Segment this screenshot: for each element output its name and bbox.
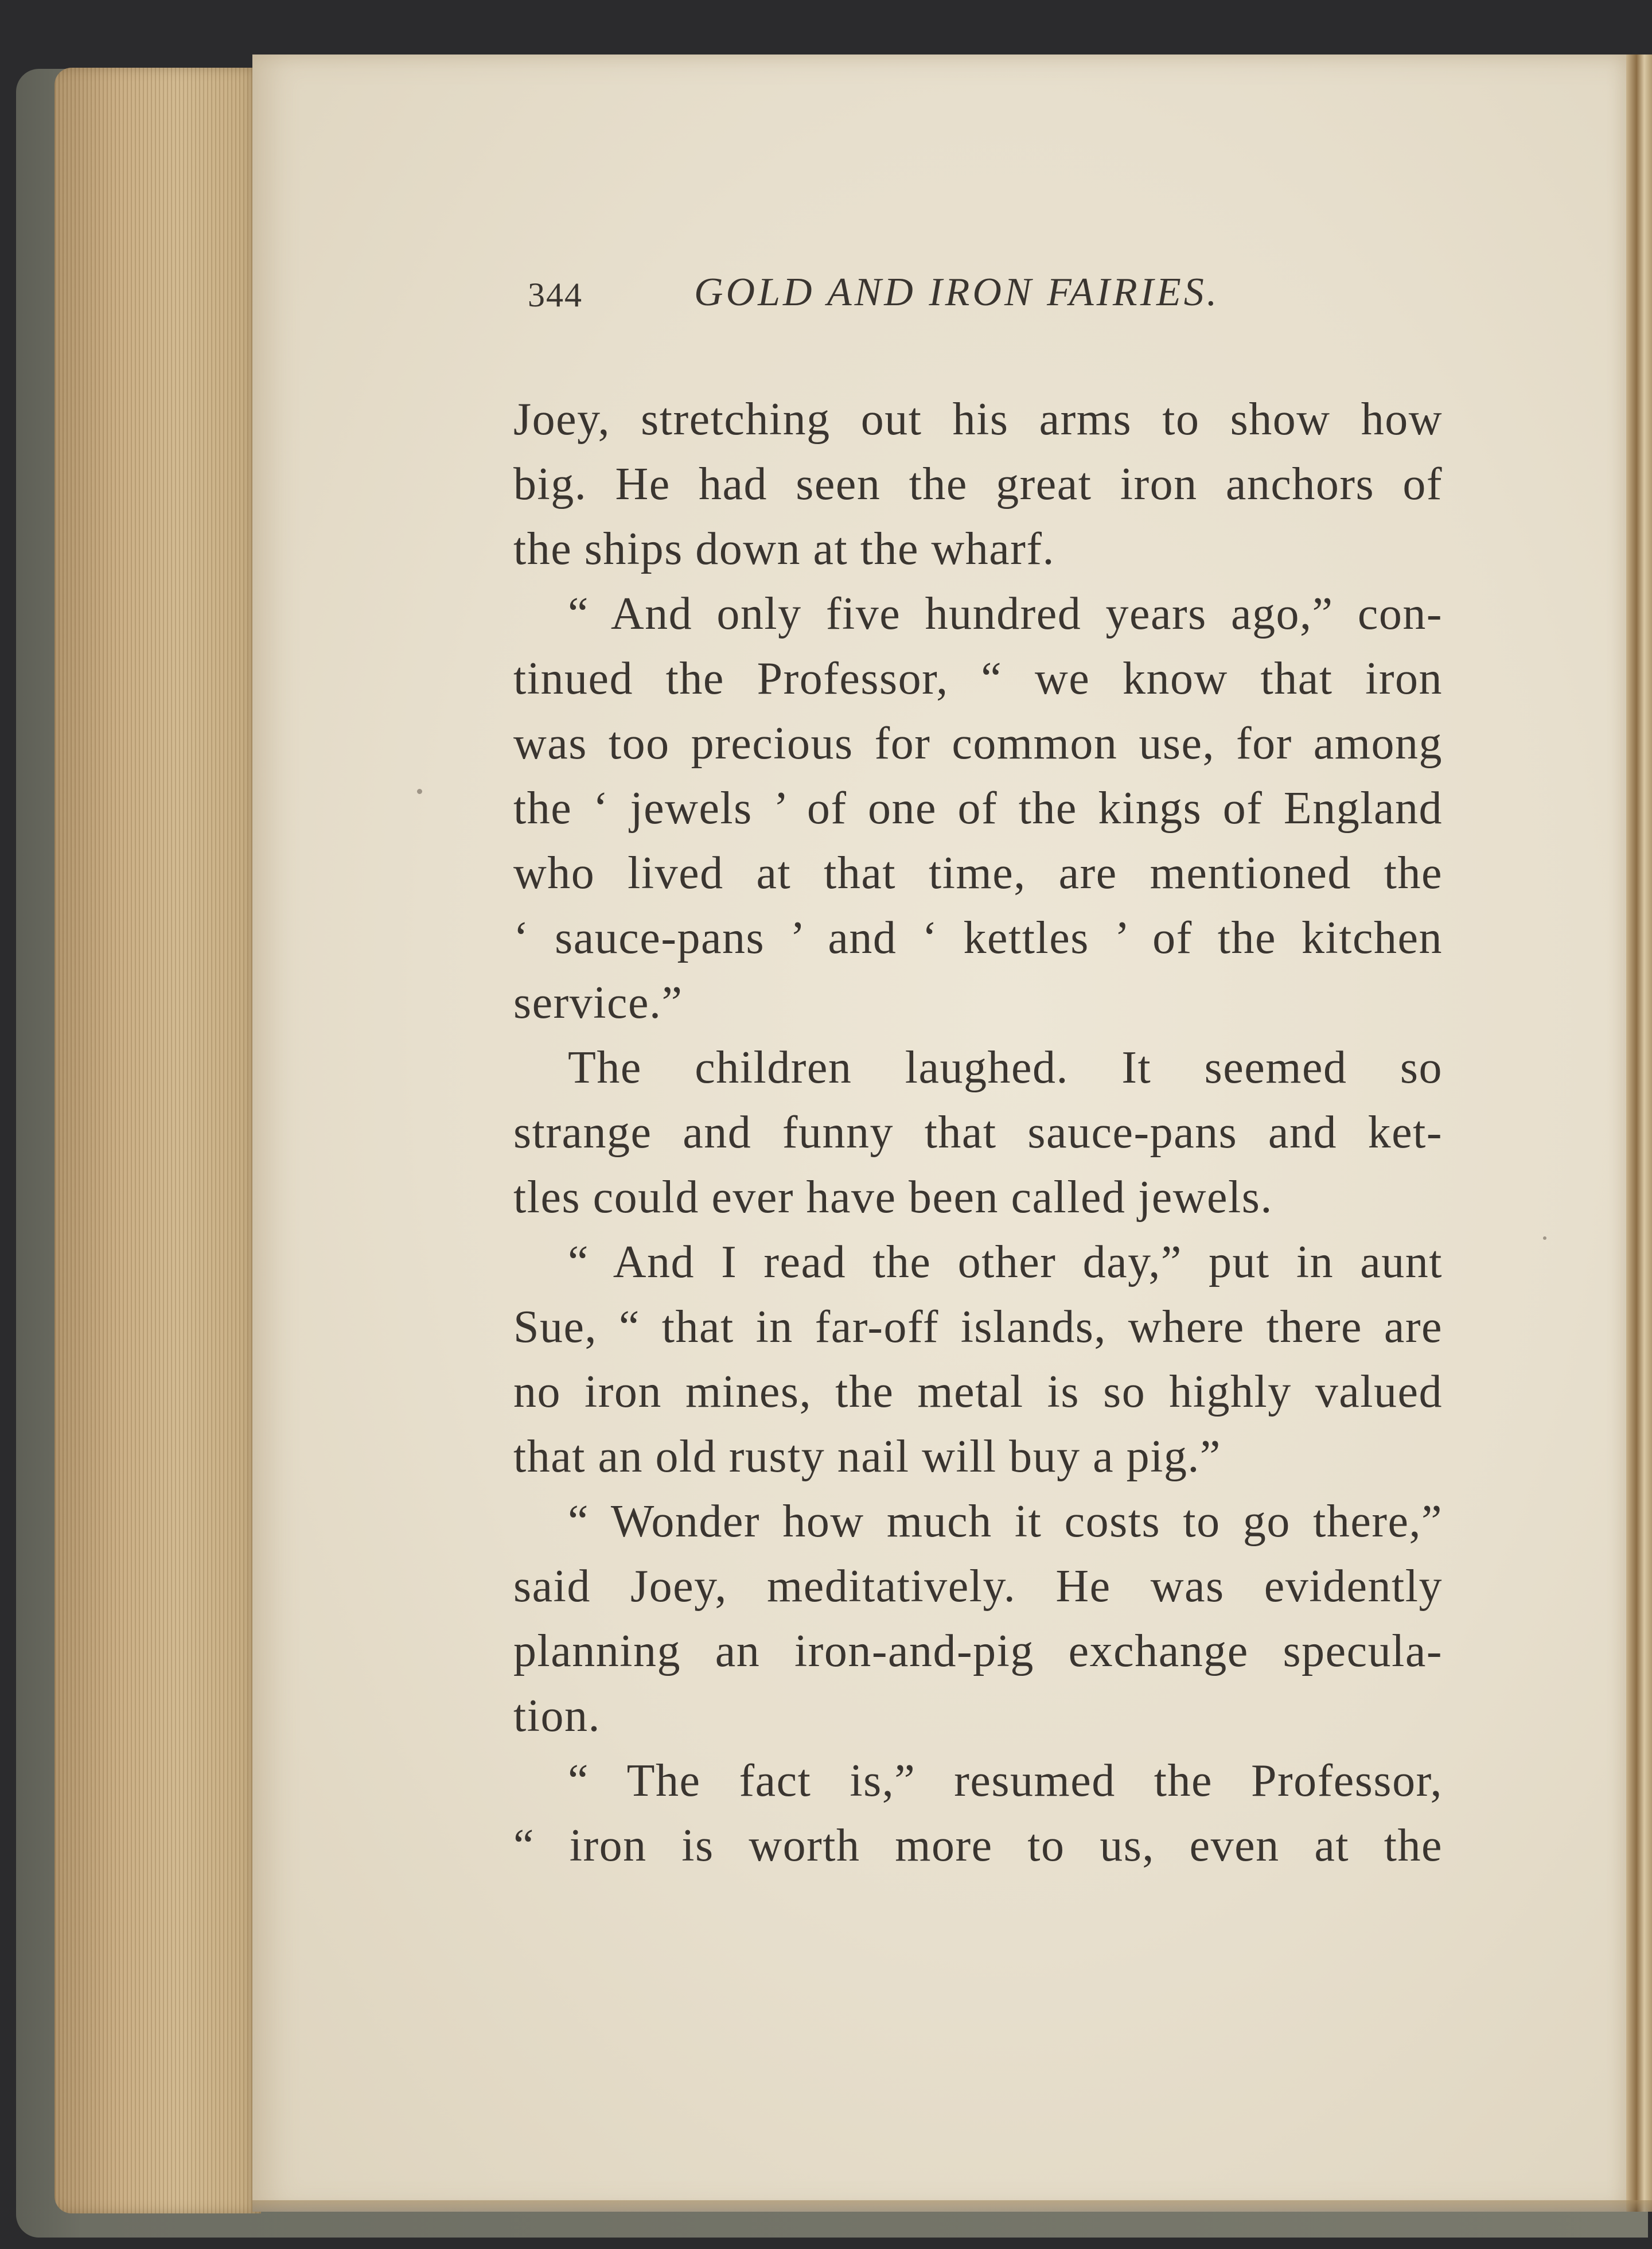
running-head [513, 258, 1299, 327]
text-line: Joey, stretching out his arms to show how [513, 394, 1443, 445]
text-line: said Joey, meditatively. He was evidently [513, 1561, 1443, 1612]
text-line: Sue, “ that in far-off islands, where there are [513, 1302, 1443, 1352]
page-number: 344 [528, 276, 583, 314]
text-line: strange and funny that sauce-pans and ket- [513, 1107, 1443, 1158]
text-line: big. He had seen the great iron anchors of [513, 459, 1443, 509]
text-line: service.” [513, 978, 683, 1028]
text-line: “ And I read the other day,” put in aunt [568, 1237, 1443, 1287]
text-line: the ships down at the wharf. [513, 524, 1055, 574]
text-line: “ And only five hundred years ago,” con- [568, 589, 1443, 639]
page-edges [54, 68, 261, 2213]
text-line: that an old rusty nail will buy a pig.” [513, 1431, 1221, 1482]
body-text [513, 387, 1443, 1878]
text-line: ‘ sauce-pans ’ and ‘ kettles ’ of the kitchen [513, 913, 1443, 963]
text-line: planning an iron-and-pig exchange specula- [513, 1626, 1443, 1676]
text-line: “ iron is worth more to us, even at the [513, 1820, 1443, 1871]
text-line: tion. [513, 1691, 601, 1741]
text-line: “ Wonder how much it costs to go there,” [568, 1496, 1443, 1547]
text-line: tinued the Professor, “ we know that iron [513, 653, 1443, 704]
text-line: “ The fact is,” resumed the Professor, [568, 1756, 1443, 1806]
running-title: GOLD AND IRON FAIRIES. [694, 270, 1220, 314]
text-line: the ‘ jewels ’ of one of the kings of England [513, 783, 1443, 834]
book-gutter [1626, 55, 1652, 2212]
paper-speck [1543, 1236, 1546, 1240]
text-line: The children laughed. It seemed so [568, 1042, 1443, 1093]
text-line: was too precious for common use, for among [513, 718, 1443, 769]
page-bottom-edge [252, 2200, 1652, 2212]
text-line: tles could ever have been called jewels. [513, 1172, 1273, 1223]
text-line: who lived at that time, are mentioned the [513, 848, 1443, 898]
text-line: no iron mines, the metal is so highly valued [513, 1367, 1443, 1417]
paper-speck [417, 789, 422, 794]
